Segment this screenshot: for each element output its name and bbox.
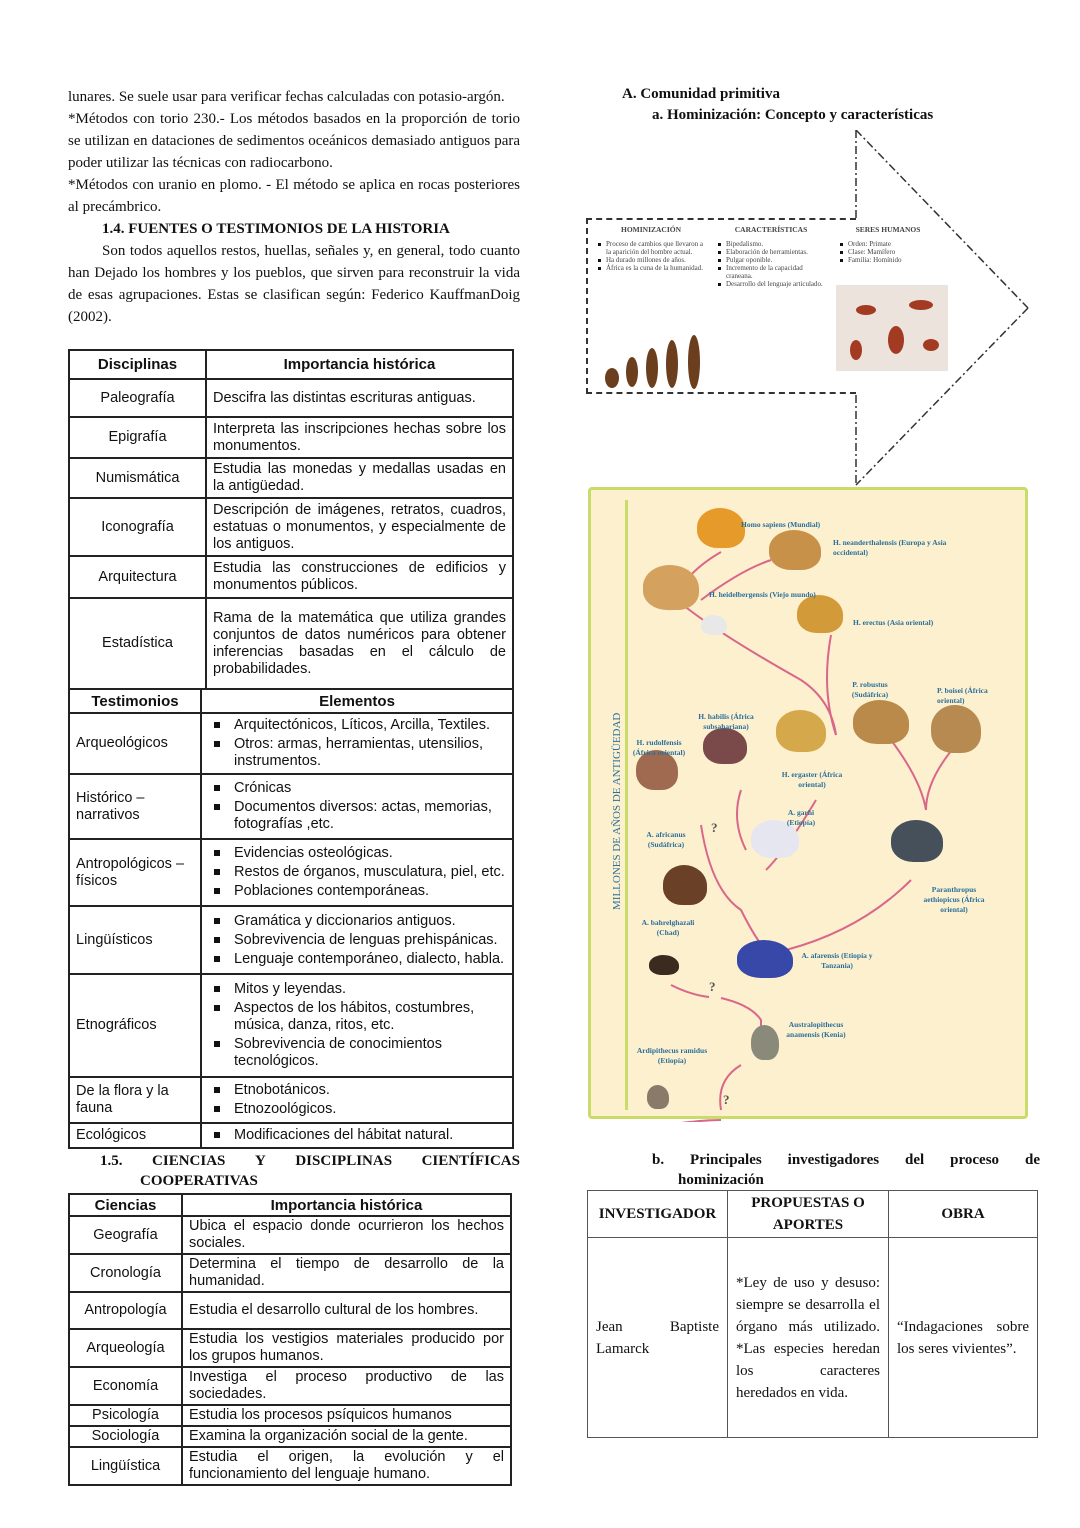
testimonio-name: Antropológicos – físicos: [69, 839, 201, 906]
discipline-description: Estudia las monedas y medallas usadas en la antigüedad.: [206, 458, 513, 498]
evolution-march-image: [600, 330, 715, 392]
element-item: Documentos diversos: actas, memorias, fotografías ,etc.: [208, 799, 506, 833]
investigador-cell: Jean Baptiste Lamarck: [588, 1238, 728, 1438]
ciencia-name: Cronología: [69, 1254, 182, 1292]
species-label: A. africanus (Sudáfrica): [646, 830, 686, 849]
element-item: Lenguaje contemporáneo, dialecto, habla.: [208, 951, 506, 968]
element-item: Otros: armas, herramientas, utensilios, instrumentos.: [208, 736, 506, 770]
element-item: Poblaciones contemporáneas.: [208, 883, 506, 900]
species-label: Ardipithecus ramidus (Etiopía): [636, 1046, 708, 1065]
heading-word: COOPERATIVAS: [140, 1173, 258, 1189]
table-row: [69, 1447, 511, 1485]
list-item: África es la cuna de la humanidad.: [596, 264, 706, 272]
caracteristicas-column: [716, 226, 826, 288]
column-title: HOMINIZACIÓN: [620, 225, 681, 234]
paragraph: lunares. Se suele usar para verificar fechas calculadas con potasio-argón.: [68, 89, 505, 105]
table-row: [69, 1292, 511, 1329]
disciplinas-table: [68, 349, 514, 690]
heading-word: del: [905, 1152, 925, 1168]
testimonio-name: Ecológicos: [69, 1123, 201, 1148]
list-item: Incremento de la capacidad craneana.: [716, 264, 826, 280]
intro-text: [68, 86, 520, 328]
paragraph: Son todos aquellos restos, huellas, señales y, en general, todo cuanto han Dejado los hombres y los pueblos, que sirven para reconstruir la vida de esas agrupaciones. Estas se clasifican según: Federico KauffmanDoig (2002).: [68, 243, 520, 325]
species-label: H. rudolfensis (África oriental): [632, 738, 686, 757]
table-row: [69, 713, 513, 774]
discipline-name: Paleografía: [69, 379, 206, 417]
species-label: P. boisei (África oriental): [937, 686, 988, 705]
table-header: Disciplinas: [69, 350, 206, 379]
ciencia-name: Psicología: [69, 1405, 182, 1426]
element-item: Etnozoológicos.: [208, 1101, 506, 1118]
discipline-description: Interpreta las inscripciones hechas sobre los monumentos.: [206, 417, 513, 458]
heading-word: Principales: [690, 1152, 762, 1168]
discipline-name: Epigrafía: [69, 417, 206, 458]
ciencias-table: [68, 1193, 512, 1486]
investigadores-table: [587, 1190, 1038, 1438]
list-item: Bipedalismo.: [716, 240, 826, 248]
element-item: Arquitectónicos, Líticos, Arcilla, Textiles.: [208, 717, 506, 734]
list-item: Desarrollo del lenguaje articulado.: [716, 280, 826, 288]
list-item: Familia: Homínido: [838, 256, 938, 264]
table-row: [69, 598, 513, 689]
table-row: [69, 556, 513, 598]
testimonio-elements: [201, 1123, 513, 1148]
list-item: Orden: Primate: [838, 240, 938, 248]
element-item: Gramática y diccionarios antiguos.: [208, 913, 506, 930]
list-item: Pulgar oponible.: [716, 256, 826, 264]
table-row: [69, 1077, 513, 1123]
element-item: Restos de órganos, musculatura, piel, etc.: [208, 864, 506, 881]
element-item: Sobrevivencia de conocimientos tecnológicos.: [208, 1036, 506, 1070]
table-header: PROPUESTAS O APORTES: [728, 1191, 889, 1238]
seres-humanos-column: [838, 226, 938, 264]
list-item: Elaboración de herramientas.: [716, 248, 826, 256]
heading-word: de: [1025, 1152, 1040, 1168]
species-label: Australopithecus anamensis (Kenia): [786, 1020, 846, 1039]
ciencia-description: Estudia el origen, la evolución y el funcionamiento del lenguaje humano.: [182, 1447, 511, 1485]
heading-word: DISCIPLINAS: [295, 1153, 393, 1169]
table-header: Importancia histórica: [182, 1194, 511, 1216]
table-row: [69, 774, 513, 839]
column-title: SERES HUMANOS: [855, 225, 921, 234]
heading-word: CIENCIAS: [152, 1153, 226, 1169]
species-label: P. robustus (Sudáfrica): [851, 680, 889, 699]
ciencia-name: Lingüística: [69, 1447, 182, 1485]
discipline-description: Descripción de imágenes, retratos, cuadros, estatuas o monumentos, y especialmente de los antiguos.: [206, 498, 513, 556]
table-header: Elementos: [201, 689, 513, 713]
testimonio-elements: [201, 974, 513, 1077]
heading-word: proceso: [950, 1152, 1000, 1168]
species-label: A. garhi (Etiopía): [786, 808, 816, 827]
table-row: [69, 1254, 511, 1292]
ciencia-description: Examina la organización social de la gente.: [182, 1426, 511, 1447]
column-title: CARACTERÍSTICAS: [734, 225, 808, 234]
testimonio-elements: [201, 713, 513, 774]
section-heading: 1.4. FUENTES O TESTIMONIOS DE LA HISTORIA: [102, 221, 450, 237]
list-item: Ha durado millones de años.: [596, 256, 706, 264]
table-row: [69, 1216, 511, 1254]
testimonio-name: Histórico – narrativos: [69, 774, 201, 839]
unknown-marker: ?: [709, 979, 716, 994]
discipline-name: Estadística: [69, 598, 206, 689]
table-header: Testimonios: [69, 689, 201, 713]
list-item: Clase: Mamífero: [838, 248, 938, 256]
table-row: [69, 379, 513, 417]
species-label: H. heidelbergensis (Viejo mundo): [709, 590, 816, 599]
element-item: Crónicas: [208, 780, 506, 797]
table-header: OBRA: [889, 1191, 1038, 1238]
table-row: [69, 1426, 511, 1447]
table-row: [69, 1123, 513, 1148]
table-row: [69, 1329, 511, 1367]
element-item: Aspectos de los hábitos, costumbres, música, danza, ritos, etc.: [208, 1000, 506, 1034]
heading-word: 1.5.: [100, 1153, 123, 1169]
species-label: Homo sapiens (Mundial): [741, 520, 821, 529]
ciencia-name: Antropología: [69, 1292, 182, 1329]
species-label: H. neanderthalensis (Europa y Asia occidental): [833, 538, 947, 557]
ciencias-heading: [100, 1151, 520, 1191]
element-item: Mitos y leyendas.: [208, 981, 506, 998]
element-item: Evidencias osteológicas.: [208, 845, 506, 862]
table-row: [69, 498, 513, 556]
ciencia-name: Geografía: [69, 1216, 182, 1254]
discipline-description: Rama de la matemática que utiliza grandes conjuntos de datos numéricos para obtener inferencias basadas en el cálculo de probabilidades.: [206, 598, 513, 689]
species-label: Paranthropus aethiopicus (África oriental): [923, 885, 985, 914]
ciencia-description: Estudia los vestigios materiales producido por los grupos humanos.: [182, 1329, 511, 1367]
aportes-cell: *Ley de uso y desuso: siempre se desarrolla el órgano más utilizado. *Las especies heredan los caracteres heredados en vida.: [728, 1238, 889, 1438]
section-heading: A. Comunidad primitiva: [622, 86, 780, 102]
hominid-evolution-diagram: MILLONES DE AÑOS DE ANTIGÜEDAD Homo sapiens (Mundial) H. neanderthalensis (Europa y Asia occidental) H. heidelbergensis (Viejo mundo) H. erectus (Asia oriental) P. robustus (Sudáfrica) P. boisei (África oriental) H. habilis (África subsahariana) H. rudolfensis (África oriental) H. ergaster (África oriental) A. garhi (Etiopía) A. africanus (Sudáfrica) Paranthropus aethiopicus (África oriental) A. bahrelghazali (Chad) A. afarensis (Etiopía y Tanzania) Australopithecus anamensis (Kenia) Ardipithecus ramidus (Etiopía) ? ? ?: [588, 487, 1028, 1119]
subsection-heading: a. Hominización: Concepto y características: [652, 107, 934, 123]
paragraph: *Métodos con torio 230.- Los métodos basados en la proporción de torio se utilizan en dataciones de sedimentos oceánicos demasiado antiguos para poder utilizar las técnicas con radiocarbono.: [68, 111, 520, 171]
table-row: [69, 1405, 511, 1426]
testimonios-table: [68, 688, 514, 1149]
discipline-description: Descifra las distintas escrituras antiguas.: [206, 379, 513, 417]
ciencia-description: Ubica el espacio donde ocurrieron los hechos sociales.: [182, 1216, 511, 1254]
table-row: [69, 417, 513, 458]
ciencia-name: Economía: [69, 1367, 182, 1405]
table-row: [69, 974, 513, 1077]
unknown-marker: ?: [723, 1092, 730, 1107]
species-label: H. ergaster (África oriental): [781, 770, 843, 789]
table-row: [588, 1238, 1038, 1438]
ciencia-name: Sociología: [69, 1426, 182, 1447]
element-item: Etnobotánicos.: [208, 1082, 506, 1099]
species-label: H. erectus (Asia oriental): [853, 618, 934, 627]
table-row: [69, 906, 513, 974]
discipline-name: Iconografía: [69, 498, 206, 556]
heading-word: hominización: [678, 1172, 764, 1188]
species-label: A. afarensis (Etiopía y Tanzania): [801, 951, 873, 970]
table-header: Ciencias: [69, 1194, 182, 1216]
species-label: A. bahrelghazali (Chad): [641, 918, 695, 937]
testimonio-elements: [201, 1077, 513, 1123]
discipline-name: Numismática: [69, 458, 206, 498]
testimonio-elements: [201, 906, 513, 974]
table-row: [69, 458, 513, 498]
element-item: Modificaciones del hábitat natural.: [208, 1127, 506, 1144]
table-row: [69, 1367, 511, 1405]
heading-word: CIENTÍFICAS: [421, 1153, 520, 1169]
heading-word: b.: [652, 1152, 665, 1168]
unknown-marker: ?: [711, 820, 718, 835]
cave-painting-image: [836, 285, 948, 371]
heading-word: investigadores: [787, 1152, 880, 1168]
subsection-b-heading: [652, 1150, 1040, 1190]
list-item: Proceso de cambios que llevaron a la aparición del hombre actual.: [596, 240, 706, 256]
ciencia-description: Estudia el desarrollo cultural de los hombres.: [182, 1292, 511, 1329]
heading-word: Y: [254, 1153, 266, 1169]
obra-cell: “Indagaciones sobre los seres vivientes”.: [889, 1238, 1038, 1438]
species-label: H. habilis (África subsahariana): [698, 712, 754, 731]
ciencia-description: Investiga el proceso productivo de las sociedades.: [182, 1367, 511, 1405]
testimonio-name: De la flora y la fauna: [69, 1077, 201, 1123]
testimonio-name: Etnográficos: [69, 974, 201, 1077]
element-item: Sobrevivencia de lenguas prehispánicas.: [208, 932, 506, 949]
testimonio-name: Lingüísticos: [69, 906, 201, 974]
ciencia-description: Estudia los procesos psíquicos humanos: [182, 1405, 511, 1426]
paragraph: *Métodos con uranio en plomo. - El método se aplica en rocas posteriores al precámbrico.: [68, 177, 520, 215]
table-header: INVESTIGADOR: [588, 1191, 728, 1238]
table-row: [69, 839, 513, 906]
ciencia-description: Determina el tiempo de desarrollo de la humanidad.: [182, 1254, 511, 1292]
testimonio-elements: [201, 774, 513, 839]
table-header: Importancia histórica: [206, 350, 513, 379]
testimonio-elements: [201, 839, 513, 906]
discipline-name: Arquitectura: [69, 556, 206, 598]
hominizacion-column: [596, 226, 706, 272]
discipline-description: Estudia las construcciones de edificios y monumentos públicos.: [206, 556, 513, 598]
ciencia-name: Arqueología: [69, 1329, 182, 1367]
testimonio-name: Arqueológicos: [69, 713, 201, 774]
